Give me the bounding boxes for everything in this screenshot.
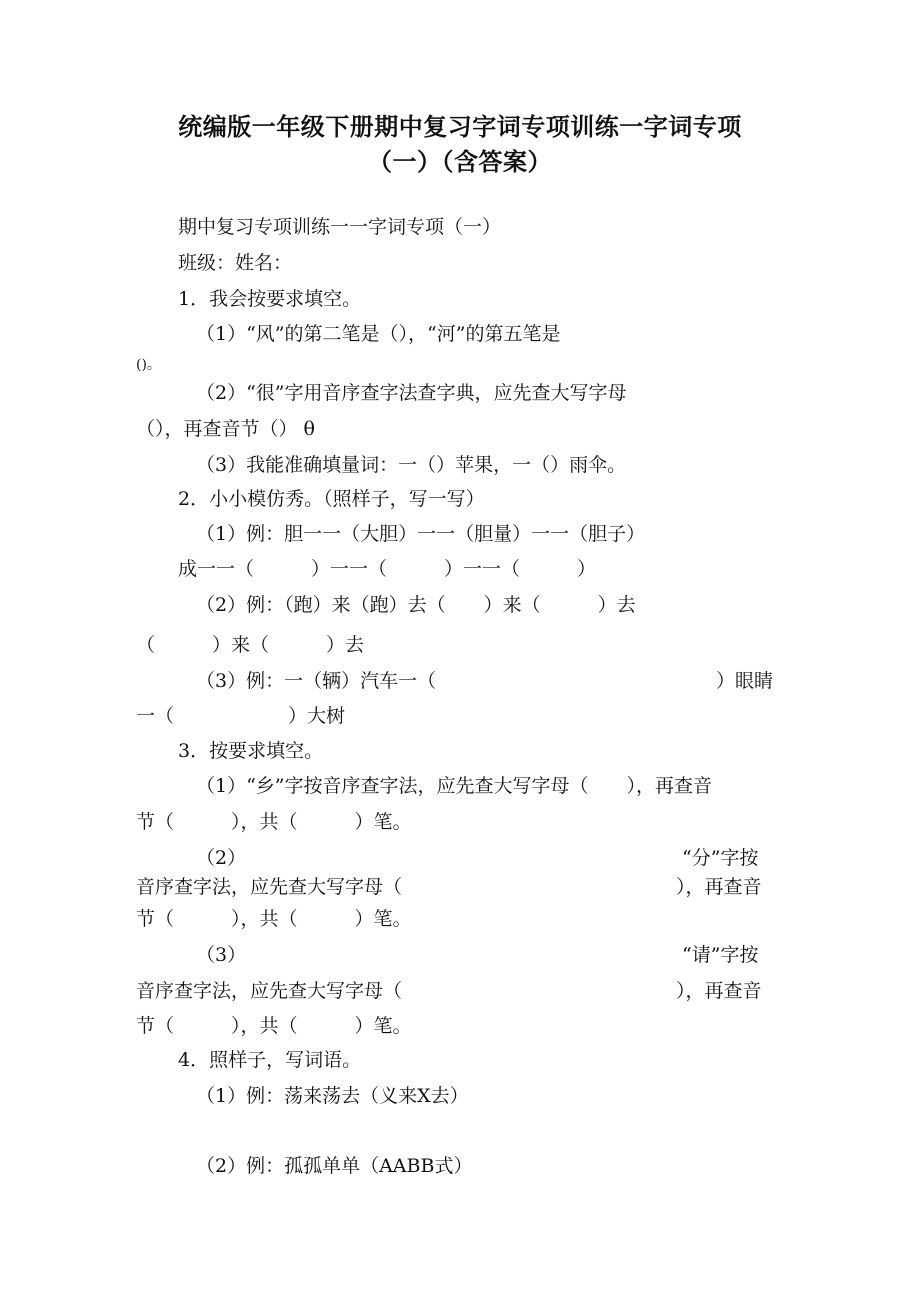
q2-item1-line2: 成一一（ ）一一（ ）一一（ ） bbox=[178, 558, 597, 580]
q3-item3-line1-left: （3） bbox=[196, 944, 247, 966]
q2-item1-line1: （1）例：胆一一（大胆）一一（胆量）一一（胆子） bbox=[196, 523, 646, 545]
q2-item2-line1: （2）例：（跑）来（跑）去（ ）来（ ）去 bbox=[196, 594, 636, 616]
question-3-heading: 3．按要求填空。 bbox=[178, 740, 324, 762]
q3-item2-line2-left: 音序查字法，应先查大写字母（ bbox=[136, 876, 403, 898]
question-2-heading: 2．小小模仿秀。（照样子，写一写） bbox=[178, 488, 485, 510]
q4-item2: （2）例：孤孤单单（AABB式） bbox=[196, 1155, 473, 1177]
q1-item2-line1: （2）“很”字用音序查字法查字典，应先查大写字母 bbox=[196, 382, 627, 404]
q3-item3-line2-left: 音序查字法，应先查大写字母（ bbox=[136, 980, 403, 1002]
question-4-heading: 4．照样子，写词语。 bbox=[178, 1049, 362, 1071]
q3-item3-line1-right: “请”字按 bbox=[682, 944, 759, 966]
page-title: 统编版一年级下册期中复习字词专项训练一字词专项 bbox=[178, 113, 742, 141]
q3-item2-line3: 节（ ），共（ ）笔。 bbox=[136, 908, 412, 930]
q3-item3-line3: 节（ ），共（ ）笔。 bbox=[136, 1015, 412, 1037]
q1-item1-line1: （1）“风”的第二笔是（），“河”的第五笔是 bbox=[196, 323, 561, 345]
q2-item3-line1-right: ）眼睛 bbox=[716, 670, 774, 692]
subtitle: 期中复习专项训练一一字词专项（一） bbox=[178, 216, 502, 238]
q3-item3-line2-right: ），再查音 bbox=[676, 980, 762, 1002]
q3-item2-line1-left: （2） bbox=[196, 847, 247, 869]
q2-item3-line1-left: （3）例：一（辆）汽车一（ bbox=[196, 670, 437, 692]
q2-item2-line2: （ ）来（ ）去 bbox=[136, 634, 365, 656]
q2-item3-line2: 一（ ）大树 bbox=[136, 705, 346, 727]
page-title-line2: （一）（含答案） bbox=[368, 148, 552, 176]
q3-item1-line2: 节（ ），共（ ）笔。 bbox=[136, 811, 412, 833]
q3-item1-line1: （1）“乡”字按音序查字法，应先查大写字母（ ），再查音 bbox=[196, 775, 713, 797]
q4-item1: （1）例：荡来荡去（义来X去） bbox=[196, 1085, 469, 1107]
q3-item2-line2-right: ），再查音 bbox=[676, 876, 762, 898]
class-name-line: 班级：姓名： bbox=[178, 252, 293, 274]
q1-item3: （3）我能准确填量词：一（）苹果，一（）雨伞。 bbox=[196, 454, 627, 476]
q3-item2-line1-right: “分”字按 bbox=[682, 847, 759, 869]
question-1-heading: 1．我会按要求填空。 bbox=[178, 288, 362, 310]
q1-item2-line2: （），再查音节（） θ bbox=[136, 418, 315, 440]
q1-item1-line2: ()。 bbox=[136, 357, 161, 373]
